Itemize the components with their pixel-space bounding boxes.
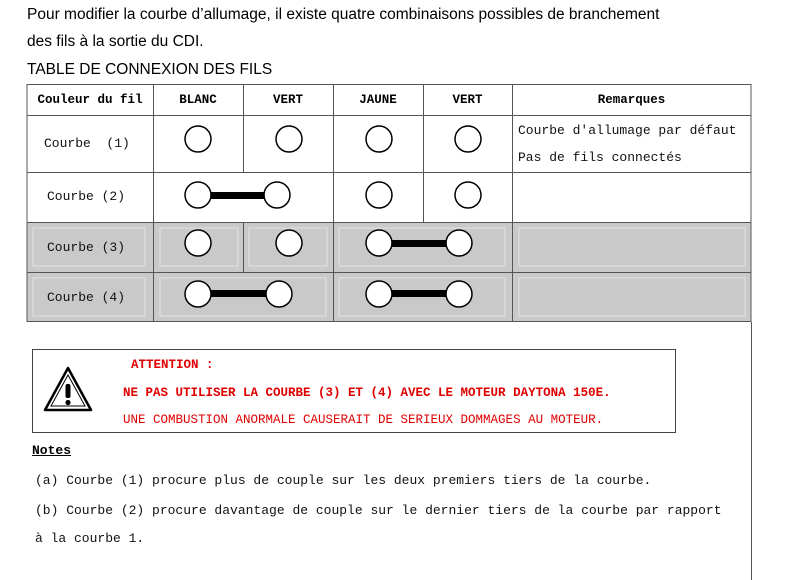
notes-title: Notes bbox=[32, 443, 72, 458]
terminal-circle bbox=[185, 126, 211, 152]
intro-line-2: des fils à la sortie du CDI. bbox=[27, 33, 204, 50]
terminal-circle bbox=[264, 182, 290, 208]
row-label-curve-3: Courbe (3) bbox=[47, 240, 126, 255]
terminal-circle bbox=[185, 182, 211, 208]
terminal-circle bbox=[366, 281, 392, 307]
warning-triangle-icon bbox=[42, 364, 94, 414]
warning-line-2: UNE COMBUSTION ANORMALE CAUSERAIT DE SERIEUX DOMMAGES AU MOTEUR. bbox=[123, 413, 604, 427]
header-vert-1: VERT bbox=[272, 93, 303, 107]
header-blanc: BLANC bbox=[179, 93, 217, 107]
row-label-curve-2: Courbe (2) bbox=[47, 189, 126, 204]
table-title: TABLE DE CONNEXION DES FILS bbox=[27, 61, 273, 78]
row-label-curve-1: Courbe (1) bbox=[44, 136, 130, 151]
terminal-circle bbox=[446, 281, 472, 307]
terminal-circle bbox=[455, 126, 481, 152]
row-label-curve-4: Courbe (4) bbox=[47, 290, 126, 305]
warning-line-1: NE PAS UTILISER LA COURBE (3) ET (4) AVEC LE MOTEUR DAYTONA 150E. bbox=[123, 386, 611, 400]
terminal-circle bbox=[366, 126, 392, 152]
terminal-circle bbox=[276, 230, 302, 256]
terminal-circle bbox=[185, 281, 211, 307]
terminal-circle bbox=[276, 126, 302, 152]
terminal-circle bbox=[366, 182, 392, 208]
warning-box bbox=[32, 349, 676, 433]
warning-title: ATTENTION : bbox=[131, 358, 214, 372]
terminal-circle bbox=[446, 230, 472, 256]
header-jaune: JAUNE bbox=[359, 93, 397, 107]
terminal-circle bbox=[366, 230, 392, 256]
terminal-circle bbox=[185, 230, 211, 256]
note-a: (a) Courbe (1) procure plus de couple sur les deux premiers tiers de la courbe. bbox=[35, 473, 652, 488]
header-remarks: Remarques bbox=[597, 93, 666, 107]
terminal-circle bbox=[455, 182, 481, 208]
terminal-circle bbox=[266, 281, 292, 307]
note-b-line-2: à la courbe 1. bbox=[35, 531, 145, 546]
remark-no-wires: Pas de fils connectés bbox=[518, 150, 682, 165]
note-b-line-1: (b) Courbe (2) procure davantage de couple sur le dernier tiers de la courbe par rapport bbox=[35, 503, 722, 518]
header-vert-2: VERT bbox=[452, 93, 483, 107]
intro-line-1: Pour modifier la courbe d’allumage, il existe quatre combinaisons possibles de branchement bbox=[27, 6, 660, 23]
header-wire-color: Couleur du fil bbox=[37, 93, 143, 107]
remark-default-curve: Courbe d'allumage par défaut bbox=[518, 123, 737, 138]
